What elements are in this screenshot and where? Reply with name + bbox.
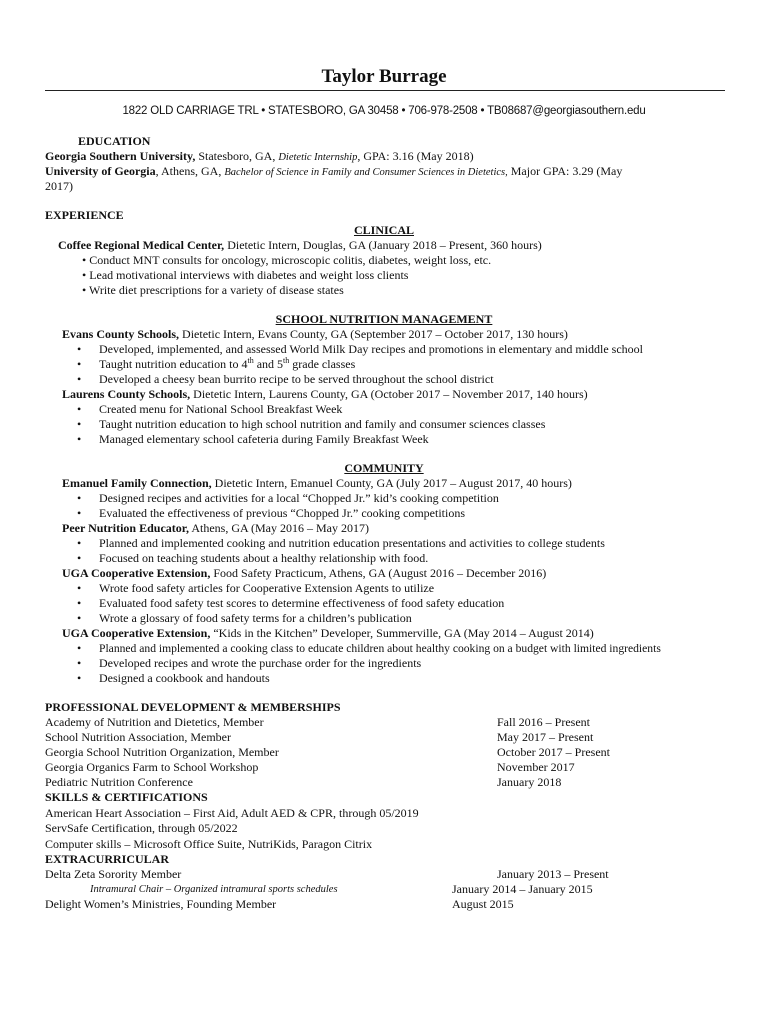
uga-program: Bachelor of Science in Family and Consumer Sciences in Dietetics,	[224, 167, 508, 178]
kids-kitchen-role: “Kids in the Kitchen” Developer, Summerville, GA (May 2014 – August 2014)	[210, 626, 594, 640]
skills-heading: SKILLS & CERTIFICATIONS	[45, 790, 208, 804]
delight-ministries: Delight Women’s Ministries, Founding Member	[45, 897, 277, 911]
list-item: • Evaluated food safety test scores to determine effectiveness of food safety education	[77, 596, 505, 610]
laurens-entry	[62, 387, 588, 402]
school-nutrition-heading: SCHOOL NUTRITION MANAGEMENT	[275, 312, 493, 326]
list-item: • Evaluated the effectiveness of previous “Chopped Jr.” cooking competitions	[77, 506, 466, 520]
uga-extension-org: UGA Cooperative Extension,	[62, 566, 211, 580]
uga-location: , Athens, GA,	[155, 164, 225, 178]
peer-educator-org: Peer Nutrition Educator,	[62, 521, 189, 535]
list-item: • Taught nutrition education to 4th and 5th grade classes	[77, 356, 356, 371]
clinical-org: Coffee Regional Medical Center,	[58, 238, 225, 252]
prof-item-date: November 2017	[497, 760, 575, 774]
education-gsu	[45, 149, 474, 165]
uga-gpa-year: 2017)	[45, 179, 73, 193]
emanuel-org: Emanuel Family Connection,	[62, 476, 212, 490]
education-heading: EDUCATION	[78, 134, 151, 148]
extracurricular-heading: EXTRACURRICULAR	[45, 852, 170, 866]
clinical-heading: CLINICAL	[353, 223, 414, 237]
prof-item-label: Academy of Nutrition and Dietetics, Member	[45, 715, 264, 729]
list-item: • Developed a cheesy bean burrito recipe to be served throughout the school district	[77, 372, 494, 386]
uga-school: University of Georgia	[45, 164, 156, 178]
laurens-role: Dietetic Intern, Laurens County, GA (October 2017 – November 2017, 140 hours)	[190, 387, 588, 401]
prof-item-label: Georgia School Nutrition Organization, Member	[45, 745, 279, 759]
list-item: • Developed recipes and wrote the purchase order for the ingredients	[77, 656, 422, 670]
list-item: • Focused on teaching students about a healthy relationship with food.	[77, 551, 429, 565]
intramural-chair: Intramural Chair – Organized intramural sports schedules	[90, 884, 338, 895]
contact-line: 1822 OLD CARRIAGE TRL • STATESBORO, GA 30458 • 706-978-2508 • TB08687@georgiasouthern.edu	[122, 105, 646, 117]
list-item: • Designed recipes and activities for a local “Chopped Jr.” kid’s cooking competition	[77, 491, 499, 505]
delta-zeta-date: January 2013 – Present	[497, 867, 609, 881]
prof-item-date: Fall 2016 – Present	[497, 715, 590, 729]
gsu-program: Dietetic Internship	[278, 152, 358, 163]
evans-role: Dietetic Intern, Evans County, GA (September 2017 – October 2017, 130 hours)	[179, 327, 568, 341]
uga-extension-kitchen-entry	[62, 626, 594, 641]
list-item: • Wrote food safety articles for Cooperative Extension Agents to utilize	[77, 581, 435, 595]
skill-item: ServSafe Certification, through 05/2022	[45, 821, 238, 835]
uga-extension-org: UGA Cooperative Extension,	[62, 626, 211, 640]
uga-extension-role: Food Safety Practicum, Athens, GA (August 2016 – December 2016)	[210, 566, 547, 580]
emanuel-role: Dietetic Intern, Emanuel County, GA (July 2017 – August 2017, 40 hours)	[211, 476, 572, 490]
list-item: • Wrote a glossary of food safety terms for a children’s publication	[77, 611, 412, 625]
skill-item: American Heart Association – First Aid, Adult AED & CPR, through 05/2019	[45, 806, 419, 820]
delta-zeta-member: Delta Zeta Sorority Member	[45, 867, 182, 881]
prof-item-label: Georgia Organics Farm to School Workshop	[45, 760, 259, 774]
uga-gpa: Major GPA: 3.29 (May	[507, 164, 623, 178]
gsu-gpa: , GPA: 3.16 (May 2018)	[357, 149, 474, 163]
peer-educator-role: Athens, GA (May 2016 – May 2017)	[189, 521, 369, 535]
emanuel-entry	[62, 476, 572, 491]
clinical-entry	[58, 238, 542, 253]
prof-item-date: May 2017 – Present	[497, 730, 594, 744]
prof-item-label: School Nutrition Association, Member	[45, 730, 231, 744]
header-rule	[45, 90, 725, 91]
clinical-bullet: • Lead motivational interviews with diabetes and weight loss clients	[82, 268, 409, 282]
clinical-bullet: • Conduct MNT consults for oncology, microscopic colitis, diabetes, weight loss, etc.	[82, 253, 492, 267]
list-item: • Planned and implemented cooking and nutrition education presentations and activities to college students	[77, 536, 605, 550]
community-heading: COMMUNITY	[344, 461, 424, 475]
list-item: • Planned and implemented a cooking class to educate children about healthy cooking on a budget with limited ingredients	[77, 641, 661, 655]
evans-entry	[62, 327, 568, 342]
clinical-bullet: • Write diet prescriptions for a variety of disease states	[82, 283, 344, 297]
peer-educator-entry	[62, 521, 369, 536]
prof-dev-heading: PROFESSIONAL DEVELOPMENT & MEMBERSHIPS	[45, 700, 341, 714]
prof-item-date: October 2017 – Present	[497, 745, 610, 759]
prof-item-date: January 2018	[497, 775, 562, 789]
intramural-chair-date: January 2014 – January 2015	[452, 882, 593, 896]
laurens-org: Laurens County Schools,	[62, 387, 191, 401]
experience-heading: EXPERIENCE	[45, 208, 124, 222]
list-item: • Managed elementary school cafeteria during Family Breakfast Week	[77, 432, 429, 446]
uga-extension-practicum-entry	[62, 566, 546, 581]
gsu-location: Statesboro, GA,	[195, 149, 279, 163]
list-item: • Developed, implemented, and assessed World Milk Day recipes and promotions in elementary and middle school	[77, 342, 644, 356]
clinical-role: Dietetic Intern, Douglas, GA (January 2018 – Present, 360 hours)	[224, 238, 542, 252]
list-item: • Designed a cookbook and handouts	[77, 671, 270, 685]
prof-item-label: Pediatric Nutrition Conference	[45, 775, 193, 789]
list-item: • Created menu for National School Breakfast Week	[77, 402, 343, 416]
evans-org: Evans County Schools,	[62, 327, 180, 341]
delight-ministries-date: August 2015	[452, 897, 514, 911]
education-uga	[45, 164, 622, 180]
list-item: • Taught nutrition education to high school nutrition and family and consumer sciences classes	[77, 417, 546, 431]
skill-item: Computer skills – Microsoft Office Suite, NutriKids, Paragon Citrix	[45, 837, 373, 851]
resume-name: Taylor Burrage	[321, 66, 447, 87]
gsu-school: Georgia Southern University,	[45, 149, 196, 163]
